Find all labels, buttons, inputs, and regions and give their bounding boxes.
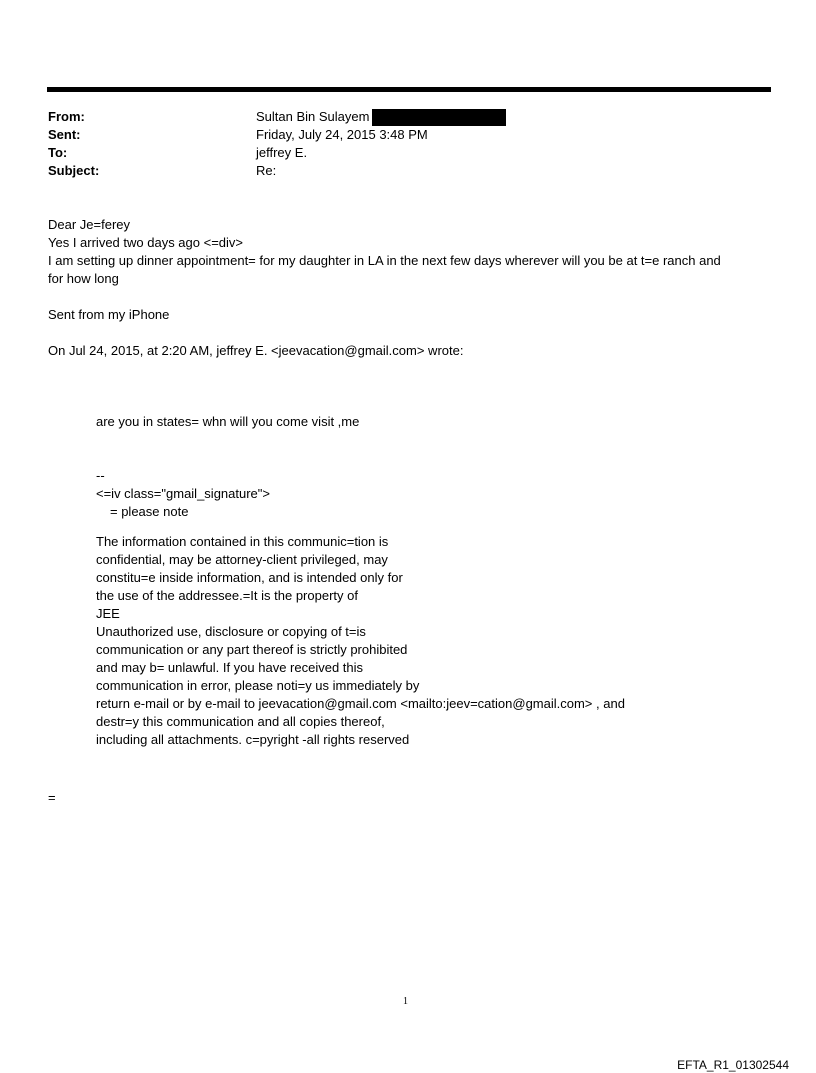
from-row [48, 108, 768, 126]
disclaimer-line: destr=y this communication and all copies thereof, [96, 714, 385, 729]
spacer [48, 324, 768, 342]
sent-row [48, 126, 768, 144]
disclaimer-line: including all attachments. c=pyright -all rights reserved [96, 732, 410, 747]
bates-number: EFTA_R1_01302544 [677, 1058, 789, 1072]
body-line: Yes I arrived two days ago <=div> [48, 235, 243, 250]
sent-from-line: Sent from my iPhone [48, 307, 170, 322]
disclaimer-line: communication or any part thereof is strictly prohibited [96, 642, 408, 657]
quoted-message [96, 413, 736, 749]
redaction-box [372, 109, 506, 126]
disclaimer-line: communication in error, please noti=y us immediately by [96, 678, 420, 693]
trailing-equals: = [48, 790, 56, 805]
subject-value: Re: [256, 163, 277, 178]
signature-note: = please note [110, 504, 189, 519]
body-line: I am setting up dinner appointment= for my daughter in LA in the next few days wherever will you be at t=e ranch and [48, 253, 721, 268]
disclaimer-line: confidential, may be attorney-client privileged, may [96, 552, 388, 567]
disclaimer-line: return e-mail or by e-mail to jeevacation@gmail.com <mailto:jeev=cation@gmail.com> , and [96, 696, 625, 711]
from-value: Sultan Bin Sulayem [256, 109, 370, 124]
to-label: To: [48, 145, 68, 160]
spacer [48, 288, 768, 306]
disclaimer-line: and may b= unlawful. If you have received this [96, 660, 364, 675]
disclaimer-line: JEE [96, 606, 120, 621]
greeting-line: Dear Je=ferey [48, 217, 131, 232]
header-rule [47, 87, 771, 92]
quote-intro: On Jul 24, 2015, at 2:20 AM, jeffrey E. <jeevacation@gmail.com> wrote: [48, 343, 464, 358]
from-label: From: [48, 109, 85, 124]
disclaimer-line: the use of the addressee.=It is the property of [96, 588, 358, 603]
spacer [96, 521, 736, 533]
disclaimer-line: Unauthorized use, disclosure or copying of t=is [96, 624, 366, 639]
subject-label: Subject: [48, 163, 100, 178]
email-header [48, 108, 768, 180]
body-line: for how long [48, 271, 119, 286]
signature-div: <=iv class="gmail_signature"> [96, 486, 270, 501]
disclaimer-line: The information contained in this communic=tion is [96, 534, 389, 549]
subject-row [48, 162, 768, 180]
signature-dashes: -- [96, 468, 105, 483]
sent-value: Friday, July 24, 2015 3:48 PM [256, 127, 428, 142]
page-number: 1 [403, 996, 408, 1007]
to-value: jeffrey E. [256, 145, 308, 160]
spacer [96, 431, 736, 467]
from-value-wrap [256, 108, 506, 126]
sent-label: Sent: [48, 127, 81, 142]
quoted-text: are you in states= whn will you come visit ,me [96, 414, 360, 429]
to-row [48, 144, 768, 162]
email-body [48, 216, 768, 360]
disclaimer-line: constitu=e inside information, and is intended only for [96, 570, 403, 585]
